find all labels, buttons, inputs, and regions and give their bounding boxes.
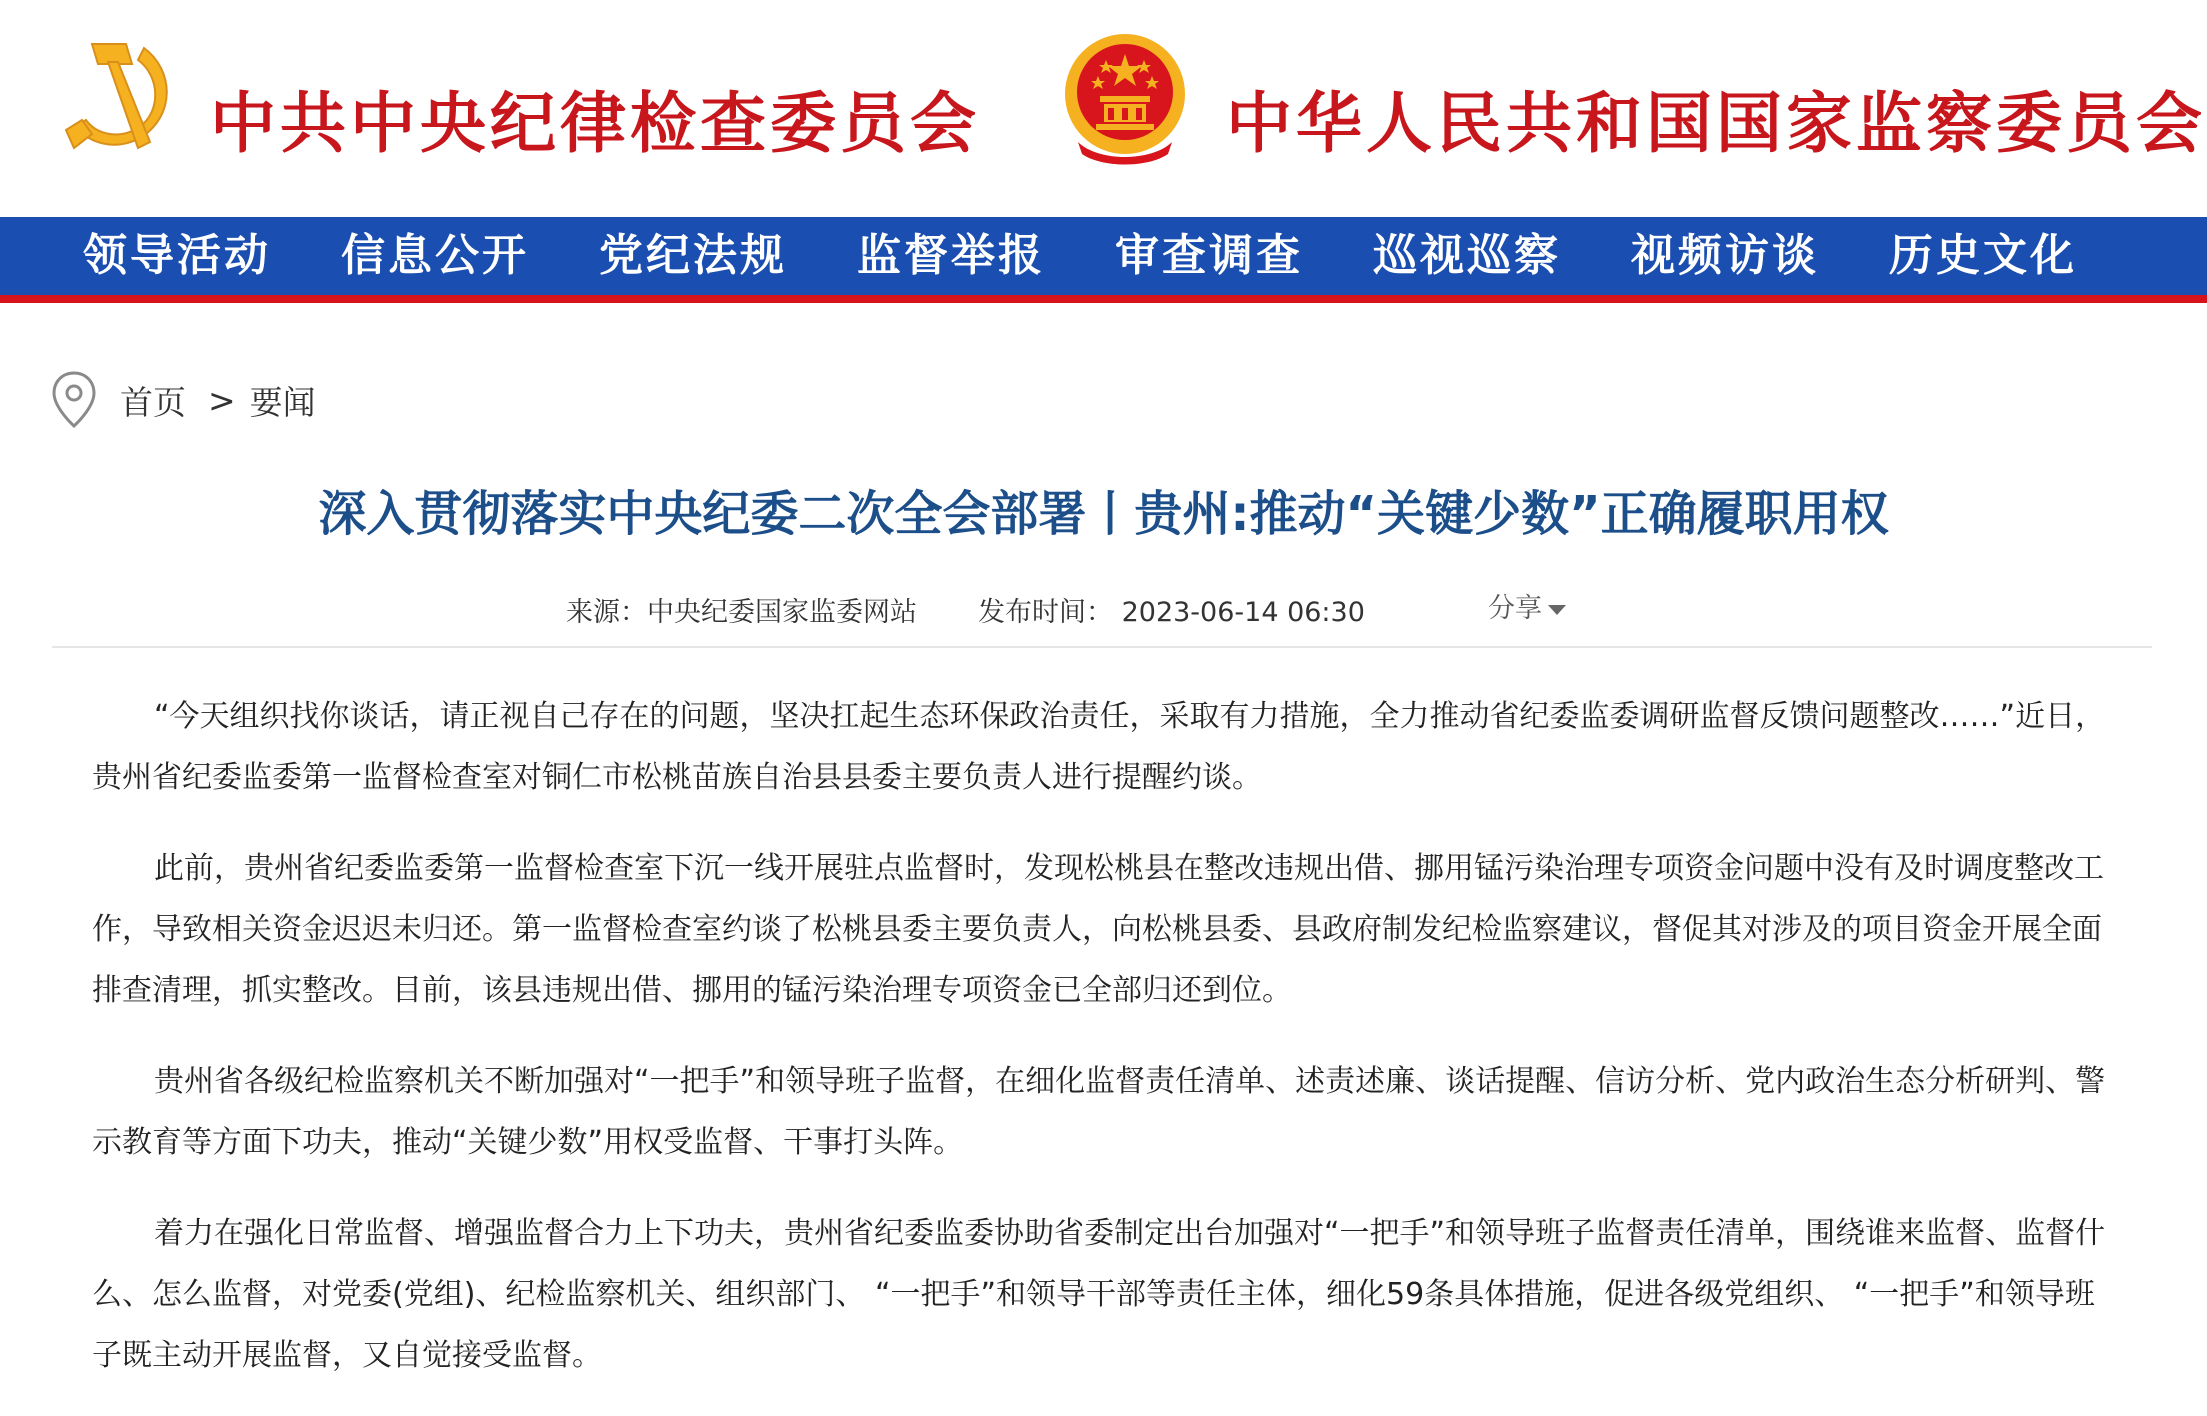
header-title-left: 中共中央纪律检查委员会 (210, 84, 980, 162)
breadcrumb-home-link[interactable]: 首页 (120, 382, 186, 422)
site-header (0, 0, 2207, 217)
chevron-down-icon (1548, 605, 1566, 615)
party-emblem-icon[interactable] (52, 30, 182, 160)
article-paragraph: 贵州省各级纪检监察机关不断加强对“一把手”和领导班子监督，在细化监督责任清单、述责述廉、谈话提醒、信访分析、党内政治生态分析研判、警示教育等方面下功夫，推动“关键少数”用权受监督、干事打头阵。 (92, 1064, 2106, 1160)
article-title: 深入贯彻落实中央纪委二次全会部署丨贵州:推动“关键少数”正确履职用权 (318, 486, 1889, 542)
breadcrumb (50, 368, 316, 432)
meta-divider (52, 646, 2152, 648)
main-nav (0, 217, 2207, 303)
nav-item-video-interviews[interactable]: 视频访谈 (1631, 230, 1819, 281)
article-body (92, 686, 2112, 1416)
share-label: 分享 (1488, 593, 1542, 624)
nav-item-leader-activities[interactable]: 领导活动 (83, 230, 271, 281)
nav-item-information-disclosure[interactable]: 信息公开 (341, 230, 529, 281)
nav-item-history-culture[interactable]: 历史文化 (1889, 230, 2077, 281)
nav-item-supervision-report[interactable]: 监督举报 (857, 230, 1045, 281)
article-source: 来源：中央纪委国家监委网站 (566, 597, 917, 628)
article-publish-time: 发布时间： 2023-06-14 06:30 (978, 597, 1365, 628)
nav-item-party-regulations[interactable]: 党纪法规 (599, 230, 787, 281)
header-title-right: 中华人民共和国国家监察委员会 (1226, 84, 2206, 162)
article-paragraph: “今天组织找你谈话，请正视自己存在的问题，坚决扛起生态环保政治责任，采取有力措施，全力推动省纪委监委调研监督反馈问题整改……”近日，贵州省纪委监委第一监督检查室对铜仁市松桃苗族自治县县委主要负责人进行提醒约谈。 (92, 699, 2106, 795)
national-emblem-icon[interactable] (1058, 30, 1192, 168)
nav-item-inspection-tour[interactable]: 巡视巡察 (1373, 230, 1561, 281)
breadcrumb-current-link[interactable]: 要闻 (249, 382, 316, 422)
article-paragraph: 着力在强化日常监督、增强监督合力上下功夫，贵州省纪委监委协助省委制定出台加强对“一把手”和领导班子监督责任清单，围绕谁来监督、监督什么、怎么监督，对党委(党组)、纪检监察机关、组织部门、 “一把手”和领导干部等责任主体，细化59条具体措施，促进各级党组织、 “一把手”和领导班子既主动开展监督，又自觉接受监督。 (92, 1216, 2106, 1373)
article-meta (0, 590, 2207, 630)
nav-list (48, 217, 2112, 295)
article-paragraph: 此前，贵州省纪委监委第一监督检查室下沉一线开展驻点监督时，发现松桃县在整改违规出借、挪用锰污染治理专项资金问题中没有及时调度整改工作，导致相关资金迟迟未归还。第一监督检查室约谈了松桃县委主要负责人，向松桃县委、县政府制发纪检监察建议，督促其对涉及的项目资金开展全面排查清理，抓实整改。目前，该县违规出借、挪用的锰污染治理专项资金已全部归还到位。 (92, 851, 2104, 1008)
location-pin-icon (50, 370, 98, 430)
breadcrumb-separator: > (208, 380, 236, 420)
nav-item-review-investigation[interactable]: 审查调查 (1115, 230, 1303, 281)
share-dropdown[interactable] (1488, 586, 1566, 625)
